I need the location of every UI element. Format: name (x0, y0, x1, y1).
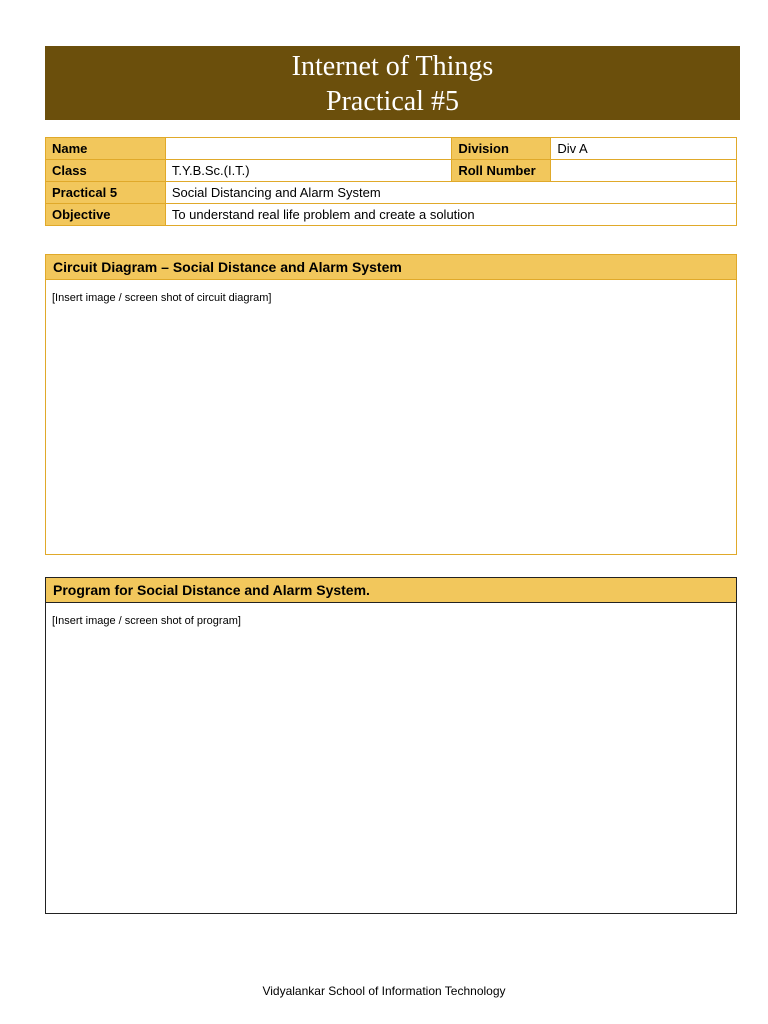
table-row (46, 204, 737, 226)
table-row (46, 138, 737, 160)
objective-field[interactable]: To understand real life problem and create a solution (165, 204, 736, 226)
circuit-diagram-heading: Circuit Diagram – Social Distance and Alarm System (46, 255, 736, 280)
class-field[interactable]: T.Y.B.Sc.(I.T.) (165, 160, 452, 182)
program-placeholder[interactable]: [Insert image / screen shot of program] (52, 615, 241, 627)
division-label: Division (452, 138, 551, 160)
name-label: Name (46, 138, 166, 160)
table-row (46, 182, 737, 204)
document-title: Internet of Things (291, 51, 494, 82)
class-label: Class (46, 160, 166, 182)
name-field[interactable] (165, 138, 452, 160)
program-heading: Program for Social Distance and Alarm System. (46, 578, 736, 603)
title-banner (45, 46, 740, 120)
objective-label: Objective (46, 204, 166, 226)
roll-number-label: Roll Number (452, 160, 551, 182)
page-footer: Vidyalankar School of Information Technology (262, 984, 506, 998)
practical-field[interactable]: Social Distancing and Alarm System (165, 182, 736, 204)
roll-number-field[interactable] (551, 160, 737, 182)
division-field[interactable]: Div A (551, 138, 737, 160)
program-section (45, 577, 737, 914)
circuit-diagram-placeholder[interactable]: [Insert image / screen shot of circuit diagram] (52, 292, 272, 304)
practical-label: Practical 5 (46, 182, 166, 204)
practical-number: Practical #5 (326, 86, 459, 117)
table-row (46, 160, 737, 182)
circuit-diagram-section (45, 254, 737, 555)
student-info-table (45, 137, 737, 226)
